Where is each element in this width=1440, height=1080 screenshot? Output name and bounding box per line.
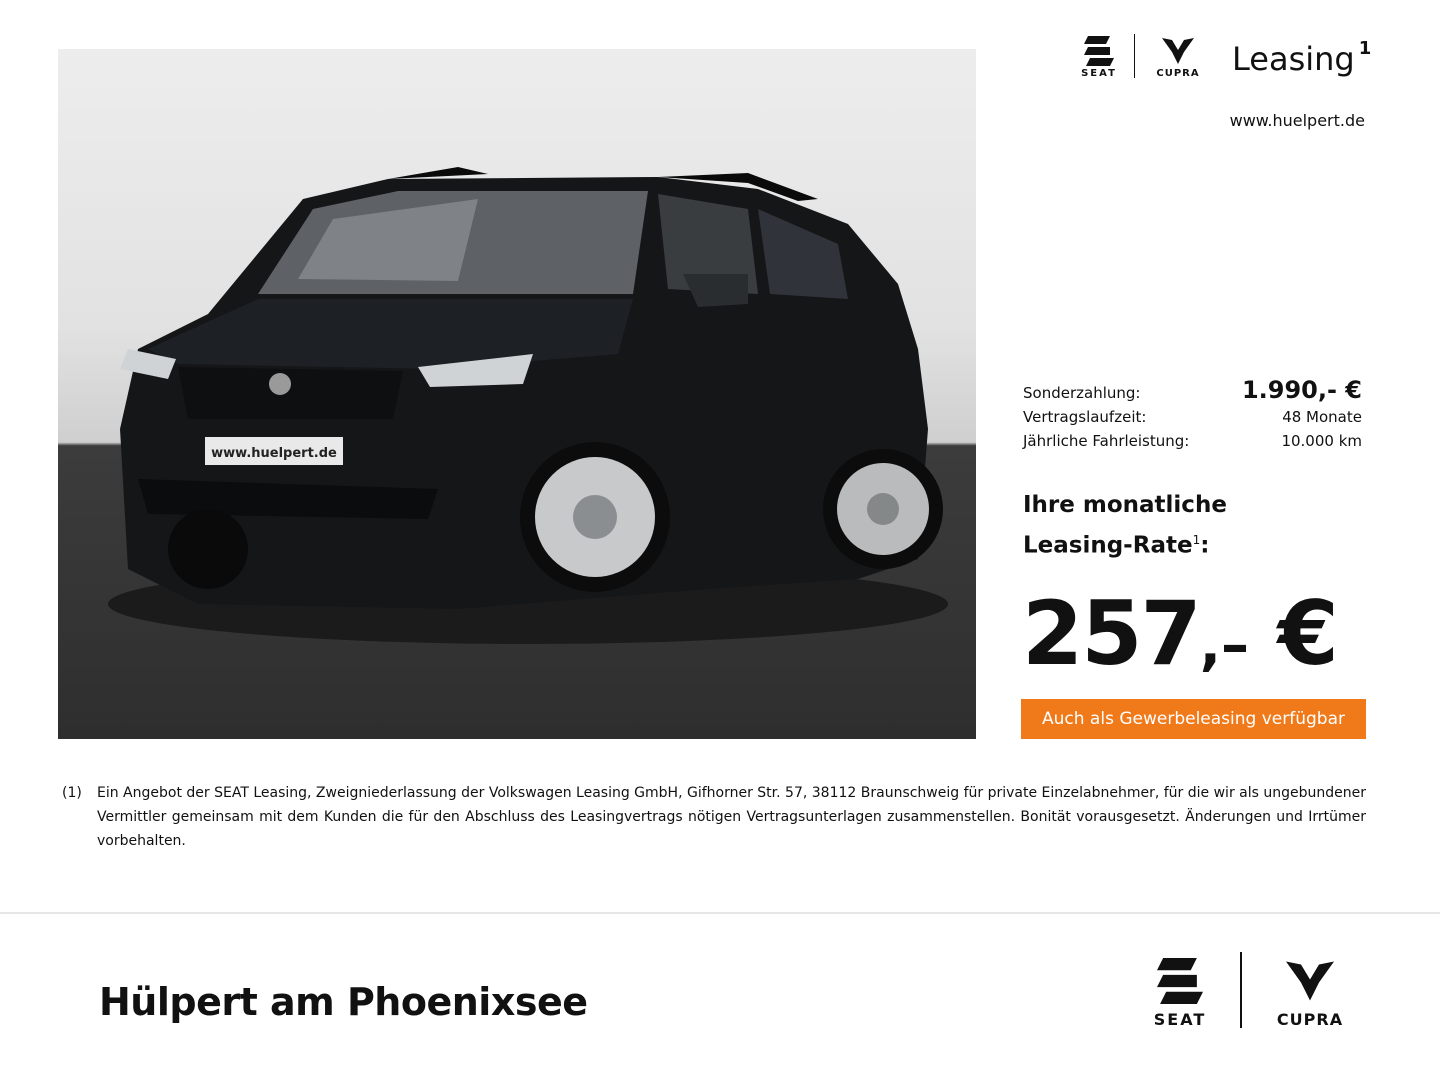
logo-divider [1134,34,1135,78]
monthly-rate-label: Ihre monatliche Leasing-Rate$^1$: [1023,492,1227,559]
website-link[interactable]: www.huelpert.de [1229,111,1365,130]
business-leasing-button[interactable]: Auch als Gewerbeleasing verfügbar [1021,699,1366,739]
mileage-row: Jährliche Fahrleistung: 10.000 km [1023,432,1362,450]
license-plate: www.huelpert.de [211,446,337,461]
cupra-tribal-icon [1160,36,1196,66]
seat-s-icon [1153,958,1207,1004]
dealer-name: Hülpert am Phoenixsee [99,980,588,1024]
leasing-title: Leasing $^1$ [1232,38,1372,78]
car-photo [58,49,976,739]
suv-photo [58,49,976,739]
term-row: Vertragslaufzeit: 48 Monate [1023,408,1362,426]
down-payment-row: Sonderzahlung: 1.990,- € [1023,376,1362,404]
seat-s-icon [1082,36,1116,66]
footnote: (1) Ein Angebot der SEAT Leasing, Zweigniederlassung der Volkswagen Leasing GmbH, Gifhorner Str. 57, 38112 Braunschweig für private Einzelabnehmer, für die wir als ungebundener Vermittler gemeinsam mit dem Kunden die für den Abschluss des Leasingvertrags nötigen Vertragsunterlagen zusammenstellen. Bonität vorausgesetzt. Änderungen und Irrtümer vorbehalten. [62,785,1366,849]
monthly-price: 257,– € [1022,582,1337,685]
leasing-details [1023,376,1365,452]
seat-logo-bottom: SEAT [1130,958,1230,1029]
footer-divider [0,912,1440,914]
cupra-logo: CUPRA [1144,36,1212,79]
cupra-logo-bottom: CUPRA [1254,958,1366,1029]
cupra-tribal-icon [1283,958,1337,1004]
logo-divider-bottom [1240,952,1242,1028]
seat-logo: SEAT [1068,36,1130,79]
